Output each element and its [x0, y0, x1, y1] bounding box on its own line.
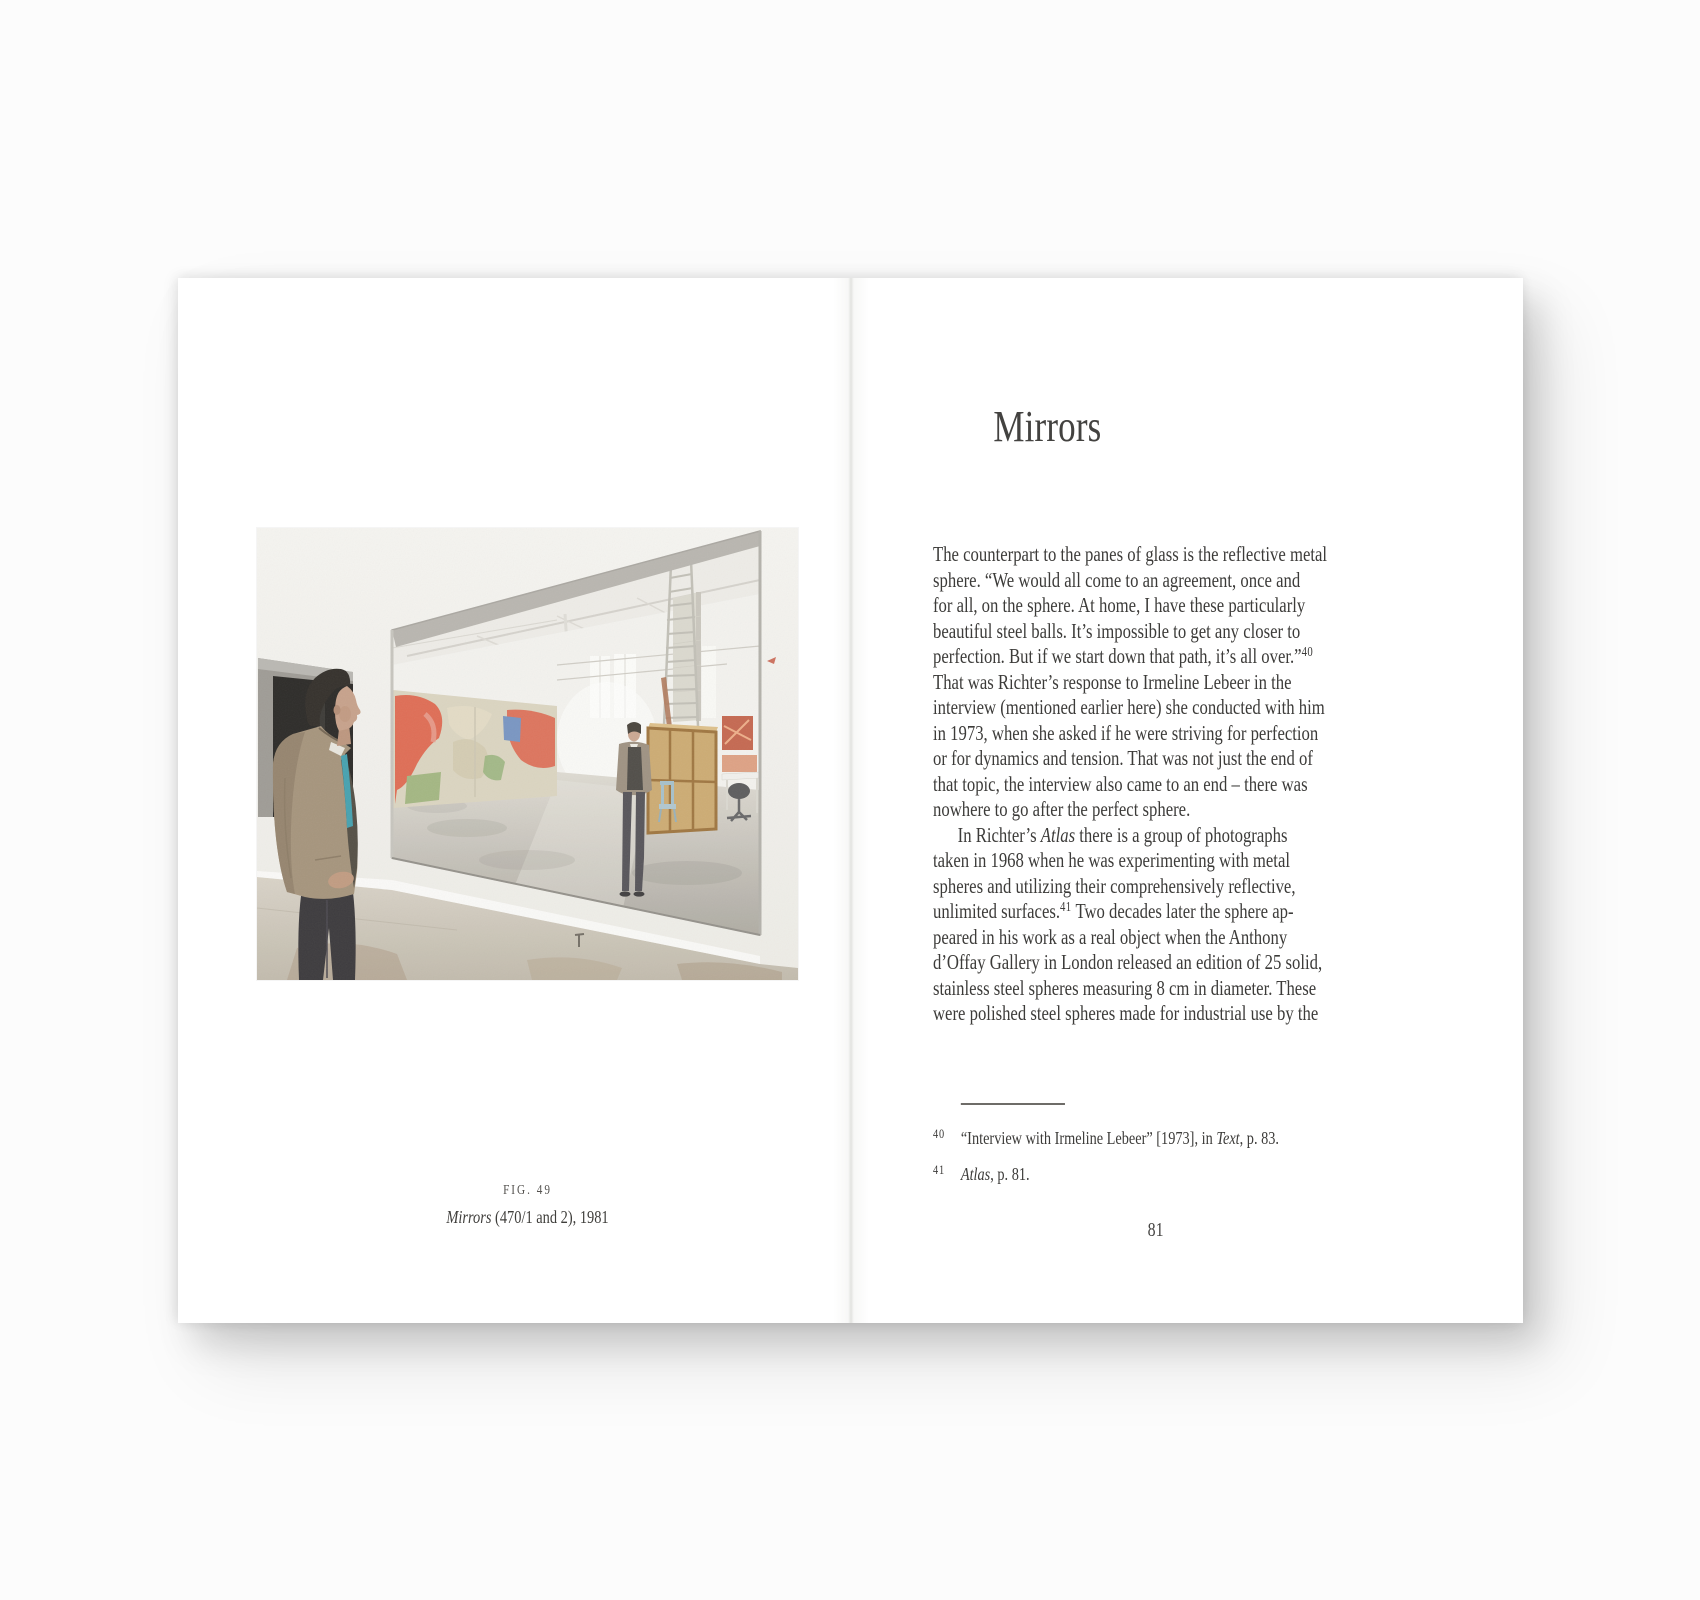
right-page [851, 278, 1523, 1323]
body-line: In Richter’s Atlas there is a group of photographs [957, 822, 1288, 847]
footnote: 40 “Interview with Irmeline Lebeer” [1973], in Text, p. 83. [933, 1123, 1420, 1149]
footnote-number: 40 [933, 1125, 945, 1141]
body-line: peared in his work as a real object when the Anthony [933, 924, 1288, 949]
chapter-heading: Mirrors [993, 402, 1102, 451]
footnote-marker: 40 [1301, 644, 1314, 659]
figure-title: Mirrors (470/1 and 2), 1981 [446, 1207, 609, 1227]
body-line: beautiful steel balls. It’s impossible to get any closer to [933, 618, 1301, 643]
body-line: perfection. But if we start down that path, it’s all over.”$^{40}$ [933, 644, 1314, 668]
body-line: stainless steel spheres measuring 8 cm in diameter. These [933, 975, 1317, 1000]
body-line: That was Richter’s response to Irmeline Lebeer in the [933, 669, 1292, 694]
figure-number: FIG. 49 [503, 1183, 552, 1198]
studio-photograph [257, 528, 798, 980]
figure-caption [311, 1183, 744, 1228]
text-column [933, 402, 1420, 1242]
body-line: or for dynamics and tension. That was not just the end of [933, 746, 1313, 770]
footnote-marker: 41 [1060, 899, 1072, 914]
body-line: in 1973, when she asked if he were striving for perfection [933, 720, 1319, 745]
body-line: spheres and utilizing their comprehensively reflective, [933, 873, 1296, 898]
body-line: taken in 1968 when he was experimenting with metal [933, 848, 1291, 872]
book-spread [178, 278, 1523, 1323]
footnote-rule [961, 1103, 1065, 1105]
body-line: interview (mentioned earlier here) she conducted with him [933, 695, 1325, 719]
body-line: that topic, the interview also came to an end – there was [933, 771, 1308, 796]
body-line: nowhere to go after the perfect sphere. [933, 797, 1191, 821]
left-page [178, 278, 850, 1323]
footnote: 41 Atlas, p. 81. [933, 1159, 1420, 1185]
body-line: d’Offay Gallery in London released an edition of 25 solid, [933, 950, 1323, 974]
footnote-number: 41 [933, 1161, 945, 1177]
body-line: for all, on the sphere. At home, I have these particularly [933, 593, 1306, 617]
page-number: 81 [1147, 1218, 1164, 1241]
body-line: The counterpart to the panes of glass is the reflective metal [933, 542, 1328, 566]
studio-photo-illustration [257, 528, 798, 980]
body-line: were polished steel spheres made for industrial use by the [933, 1001, 1319, 1025]
body-line: sphere. “We would all come to an agreement, once and [933, 567, 1301, 592]
body-text [933, 542, 1420, 1027]
body-line: unlimited surfaces.$^{41}$ Two decades later the sphere ap- [933, 899, 1294, 923]
